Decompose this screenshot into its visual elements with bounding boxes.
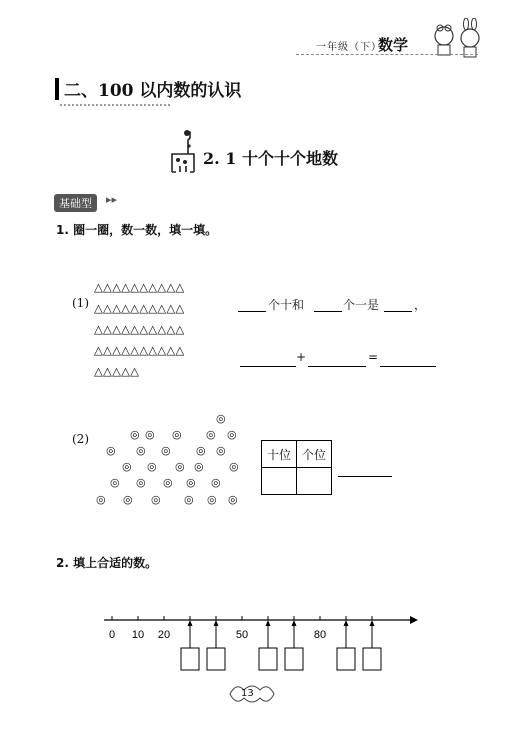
number-answer-blank[interactable] — [338, 475, 392, 477]
answer-box[interactable] — [337, 648, 355, 670]
sum-blank[interactable] — [380, 365, 436, 367]
pointer-arrow-icon — [370, 620, 375, 626]
triangle-row: △△△△△△△△△△ — [94, 322, 185, 336]
triangle-row: △△△△△△△△△△ — [94, 301, 185, 315]
header-grade: 一年级（下） — [316, 42, 382, 53]
question-1-title: 1. 圈一圈，数一数，填一填。 — [56, 223, 218, 237]
tens-ones-text-2: 个一是 — [343, 298, 380, 312]
ring-counter: ◎ — [207, 493, 217, 506]
triangle-row: △△△△△△△△△△ — [94, 343, 185, 357]
plus-sign: + — [296, 350, 307, 364]
ring-counter: ◎ — [216, 444, 226, 457]
ring-counter: ◎ — [186, 476, 196, 489]
badge-arrows-icon: ▸▸ — [106, 193, 118, 206]
header-subject: 数学 — [378, 36, 409, 54]
ones-cell[interactable] — [297, 468, 332, 495]
number-line-label: 10 — [131, 629, 145, 641]
cartoon-animals-icon — [430, 18, 486, 58]
ring-counter: ◎ — [216, 412, 226, 425]
ring-counter: ◎ — [228, 493, 238, 506]
ring-counter: ◎ — [206, 428, 216, 441]
addend-1-blank[interactable] — [240, 365, 296, 367]
number-line-label: 20 — [157, 629, 171, 641]
ring-counter: ◎ — [136, 444, 146, 457]
ring-counter: ◎ — [151, 493, 161, 506]
question-2-title: 2. 填上合适的数。 — [56, 556, 158, 570]
ring-counter: ◎ — [145, 428, 155, 441]
ring-counter: ◎ — [227, 428, 237, 441]
header-decoration — [430, 18, 486, 58]
pointer-arrow-icon — [266, 620, 271, 626]
section-title: 二、100 以内数的认识 — [64, 81, 242, 101]
part-2-label: (2) — [72, 432, 89, 446]
answer-box[interactable] — [363, 648, 381, 670]
section-marker — [55, 78, 59, 100]
triangle-row: △△△△△△△△△△ — [94, 280, 185, 294]
ring-counter: ◎ — [130, 428, 140, 441]
equals-sign: = — [368, 350, 379, 364]
addend-2-blank[interactable] — [308, 365, 366, 367]
ring-counter: ◎ — [184, 493, 194, 506]
part-1-label: (1) — [72, 296, 89, 310]
tens-answer-blank[interactable] — [238, 310, 266, 312]
tens-ones-text-1: 个十和 — [268, 298, 305, 312]
pointer-arrow-icon — [292, 620, 297, 626]
ring-counter: ◎ — [147, 460, 157, 473]
lesson-title: 2. 1 十个十个地数 — [203, 149, 338, 168]
place-value-table — [261, 440, 332, 495]
answer-box[interactable] — [181, 648, 199, 670]
ring-counter: ◎ — [122, 460, 132, 473]
ones-answer-blank[interactable] — [314, 310, 342, 312]
ring-counter: ◎ — [196, 444, 206, 457]
ones-header: 个位 — [297, 441, 332, 468]
ring-counter: ◎ — [96, 493, 106, 506]
number-line-label: 80 — [313, 629, 327, 641]
number-line-svg — [100, 608, 420, 678]
giraffe-icon — [166, 128, 198, 178]
ring-counter: ◎ — [106, 444, 116, 457]
sentence-end-comma: ， — [414, 298, 427, 312]
ring-counter: ◎ — [110, 476, 120, 489]
total-answer-blank[interactable] — [384, 310, 412, 312]
answer-box[interactable] — [207, 648, 225, 670]
ring-counter: ◎ — [136, 476, 146, 489]
basic-level-badge: 基础型 — [54, 194, 97, 212]
triangle-row: △△△△△ — [94, 364, 140, 378]
ring-counter: ◎ — [175, 460, 185, 473]
tens-header: 十位 — [262, 441, 297, 468]
ring-counter: ◎ — [211, 476, 221, 489]
tens-cell[interactable] — [262, 468, 297, 495]
answer-box[interactable] — [259, 648, 277, 670]
ring-counter: ◎ — [161, 444, 171, 457]
number-line — [100, 608, 420, 682]
ring-counter: ◎ — [123, 493, 133, 506]
pointer-arrow-icon — [214, 620, 219, 626]
header-divider — [296, 54, 478, 55]
pointer-arrow-icon — [188, 620, 193, 626]
arrow-right-icon — [410, 616, 418, 624]
number-line-label: 0 — [108, 629, 116, 641]
ring-counter: ◎ — [229, 460, 239, 473]
pointer-arrow-icon — [344, 620, 349, 626]
ring-counter: ◎ — [172, 428, 182, 441]
answer-box[interactable] — [285, 648, 303, 670]
number-line-label: 50 — [235, 629, 249, 641]
section-underline — [60, 104, 170, 106]
ring-counter: ◎ — [194, 460, 204, 473]
ring-counter: ◎ — [163, 476, 173, 489]
page-number: 13 — [241, 688, 254, 699]
